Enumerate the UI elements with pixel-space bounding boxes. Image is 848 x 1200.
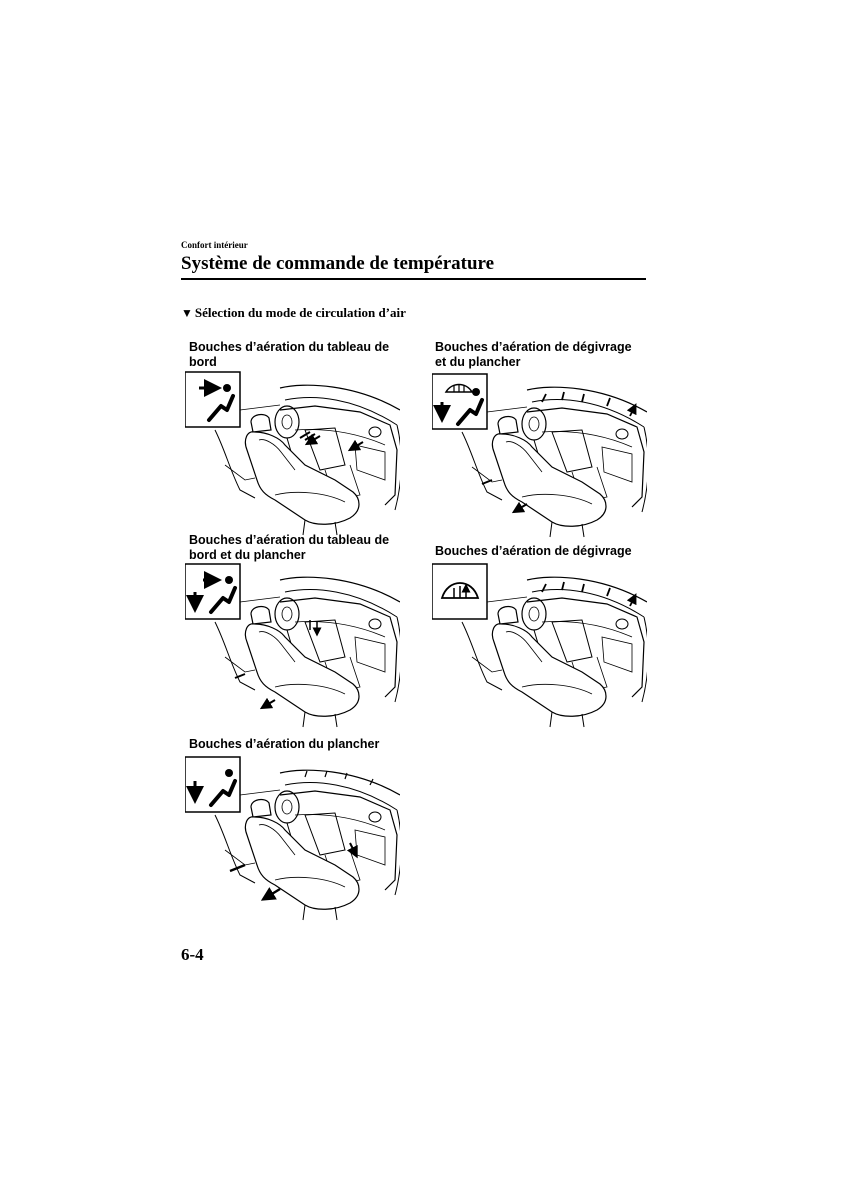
- mode-caption-face: [189, 340, 404, 370]
- caption-line: Bouches d’aération du tableau de: [189, 533, 390, 547]
- subsection-heading: [181, 305, 406, 321]
- page-title: Système de commande de température: [181, 253, 495, 274]
- vent-defrost-floor-icon: [432, 374, 487, 429]
- face-vent-illustration: [185, 370, 400, 540]
- page-number: 6-4: [181, 945, 204, 964]
- caption-line: Bouches d’aération du tableau de: [189, 340, 390, 354]
- caption-line: et du plancher: [435, 355, 521, 369]
- vent-floor-icon: [185, 757, 240, 812]
- vent-defrost-icon: [432, 564, 487, 619]
- caption-line: Bouches d’aération de dégivrage: [435, 544, 632, 558]
- section-label: Confort intérieur: [181, 240, 248, 250]
- face-floor-vent-illustration: [185, 562, 400, 732]
- defrost-floor-vent-illustration: [432, 372, 647, 542]
- caption-line: Bouches d’aération du plancher: [189, 737, 380, 751]
- mode-caption-defrost-floor: [435, 340, 650, 370]
- subsection-title: Sélection du mode de circulation d’air: [194, 305, 406, 320]
- title-divider: [181, 278, 646, 280]
- caption-line: bord et du plancher: [189, 548, 306, 562]
- vent-face-floor-icon: [185, 564, 240, 619]
- floor-vent-illustration: [185, 755, 400, 925]
- triangle-marker-icon: ▼: [181, 306, 193, 320]
- mode-caption-defrost: [435, 544, 650, 559]
- defrost-vent-illustration: [432, 562, 647, 732]
- mode-caption-face-floor: [189, 533, 404, 563]
- vent-face-icon: [185, 372, 240, 427]
- caption-line: bord: [189, 355, 217, 369]
- caption-line: Bouches d’aération de dégivrage: [435, 340, 632, 354]
- mode-caption-floor: [189, 737, 404, 752]
